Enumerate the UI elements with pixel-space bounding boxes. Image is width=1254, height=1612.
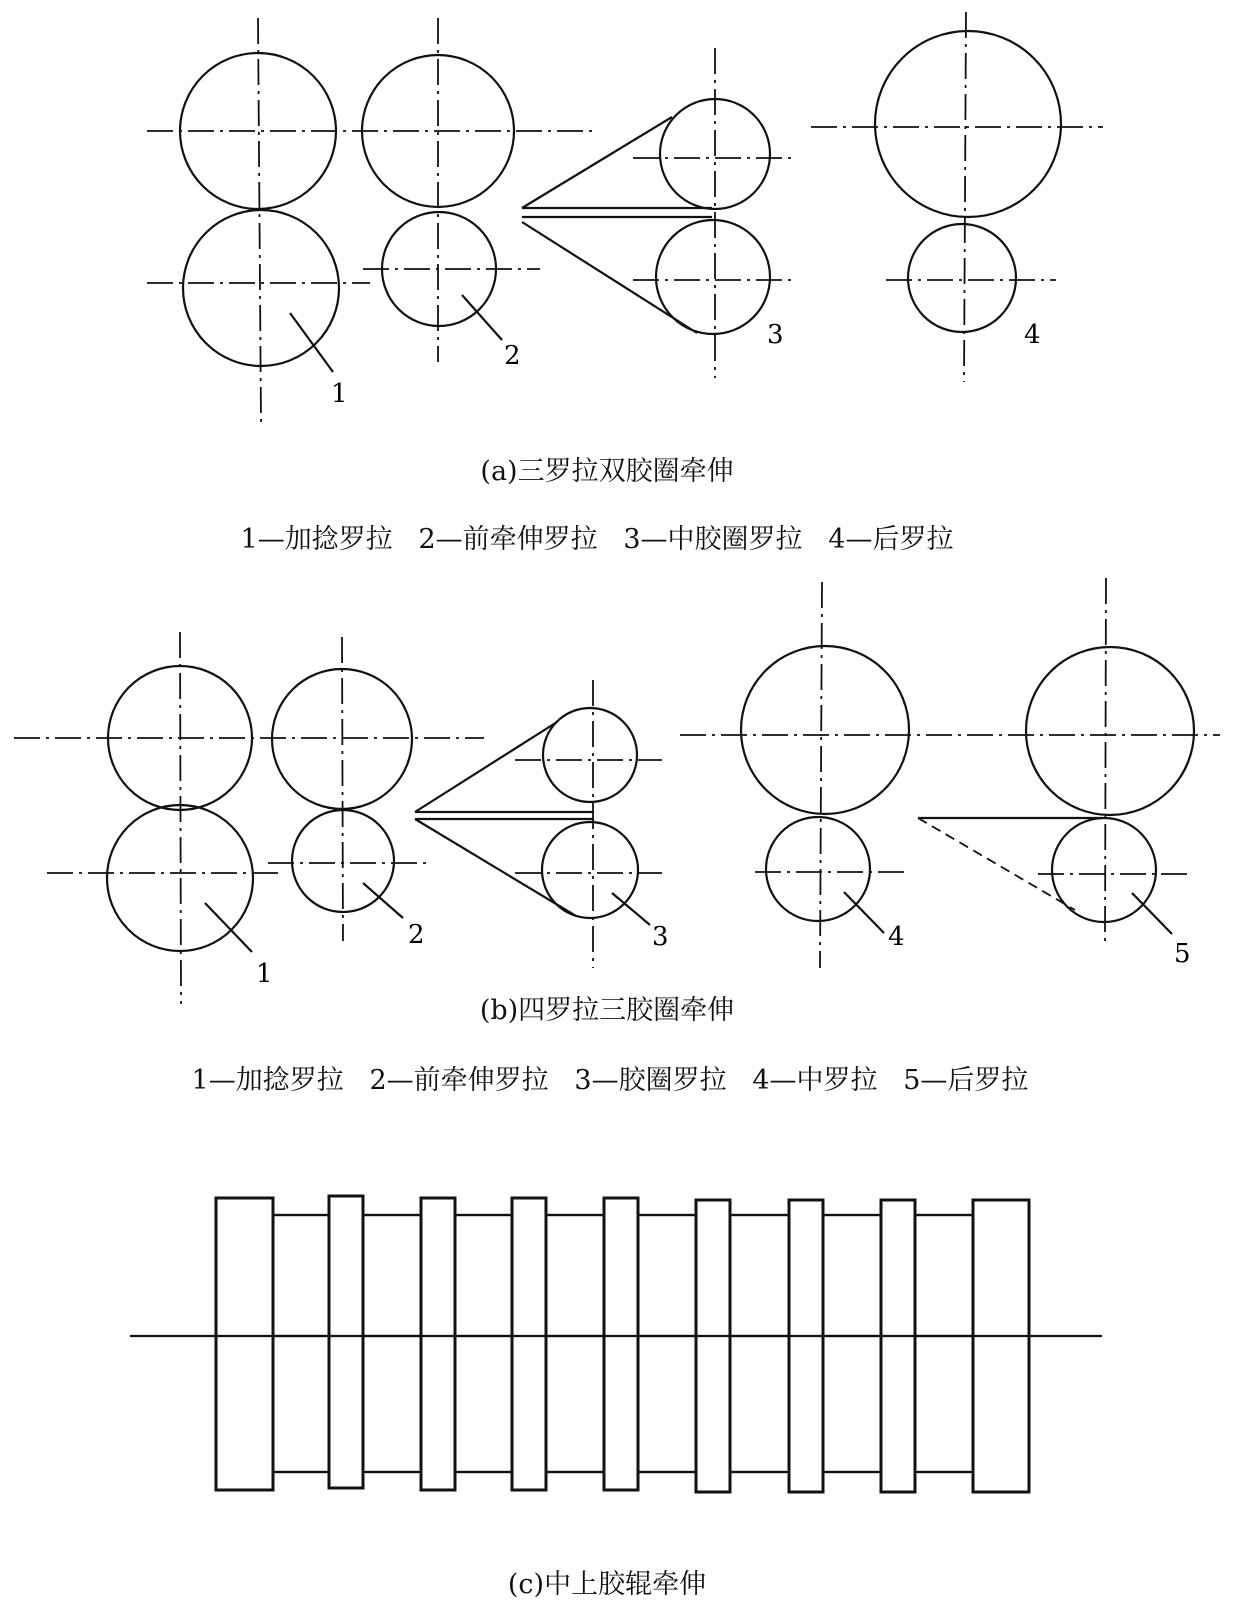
- b-label-2: 2: [408, 920, 425, 950]
- c-ring: [789, 1200, 823, 1492]
- c-ring: [329, 1196, 363, 1488]
- c-ring: [512, 1198, 546, 1490]
- a-centerline: [964, 12, 966, 382]
- a-label-3: 3: [767, 320, 784, 350]
- a-label-4: 4: [1024, 320, 1041, 350]
- panel-b-legend: 1—加捻罗拉 2—前牵伸罗拉 3—胶圈罗拉 4—中罗拉 5—后罗拉: [191, 1065, 1029, 1096]
- b-middle-roller-top: [741, 646, 909, 814]
- panel-c-drawing: [130, 1196, 1102, 1492]
- b-label-4: 4: [888, 922, 905, 952]
- b-back-roller-top: [1026, 647, 1194, 815]
- c-ring: [421, 1198, 455, 1490]
- panel-b-drawing: [14, 578, 1220, 1004]
- panel-a-caption: (a)三罗拉双胶圈牵伸: [480, 456, 734, 487]
- b-apron-roller-top: [543, 708, 637, 802]
- a-centerline: [258, 18, 261, 422]
- b-centerline: [820, 582, 822, 968]
- c-ring: [604, 1198, 638, 1490]
- b-apron-line: [415, 722, 557, 812]
- c-end-cap-right: [973, 1200, 1029, 1492]
- a-back-roller-top: [875, 31, 1061, 217]
- b-centerline: [180, 632, 181, 1004]
- c-ring: [696, 1200, 730, 1492]
- c-end-cap-left: [216, 1198, 273, 1490]
- b-leader-2: [363, 883, 403, 918]
- panel-a-legend: 1—加捻罗拉 2—前牵伸罗拉 3—中胶圈罗拉 4—后罗拉: [240, 524, 954, 555]
- b-label-3: 3: [652, 922, 669, 952]
- c-ring: [881, 1200, 915, 1492]
- b-leader-4: [844, 892, 884, 933]
- a-label-2: 2: [504, 341, 521, 371]
- b-apron-line: [415, 819, 576, 916]
- b-label-1: 1: [256, 959, 273, 989]
- panel-b-caption: (b)四罗拉三胶圈牵伸: [479, 995, 735, 1026]
- a-leader-1: [290, 313, 333, 372]
- panel-c-caption: (c)中上胶辊牵伸: [507, 1569, 707, 1600]
- a-back-roller-bottom: [908, 224, 1016, 332]
- a-apron-line: [522, 117, 672, 208]
- panel-a-drawing: [147, 12, 1103, 422]
- b-back-roller-bottom: [1052, 818, 1156, 922]
- a-label-1: 1: [331, 379, 348, 409]
- b-leader-5: [1132, 893, 1172, 934]
- b-middle-roller-bottom: [766, 817, 870, 921]
- a-roller-1-bottom: [183, 210, 339, 366]
- b-centerline: [1105, 578, 1106, 942]
- b-centerline: [342, 637, 343, 941]
- b-label-5: 5: [1174, 939, 1191, 969]
